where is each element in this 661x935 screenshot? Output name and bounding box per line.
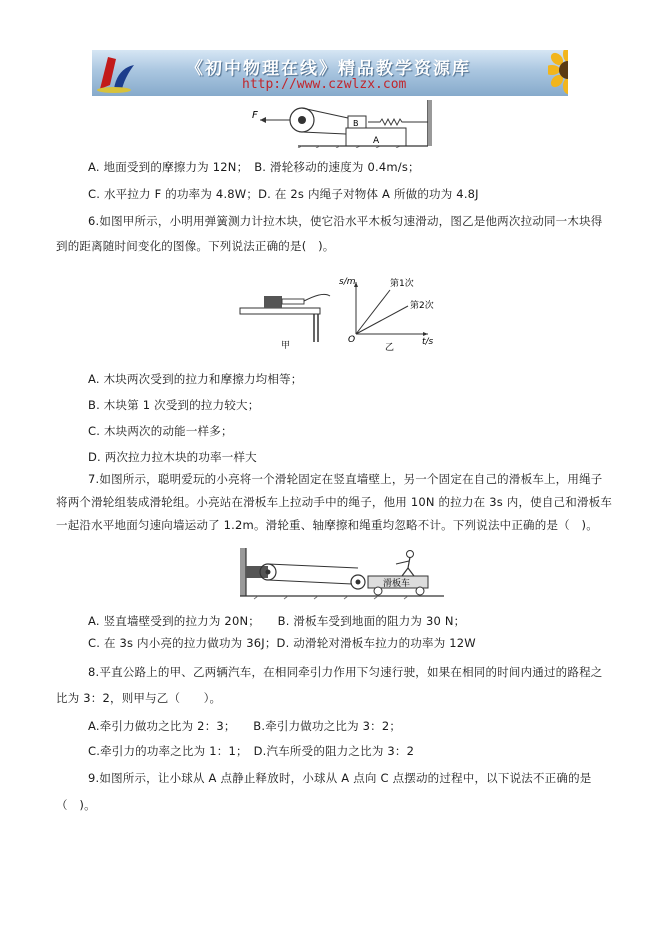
q6-figure xyxy=(238,272,483,352)
label-F: F xyxy=(252,110,258,121)
q7-stem-line3: 一起沿水平地面匀速向墙运动了 1.2m。滑轮重、轴摩擦和绳重均忽略不计。下列说法中正确的是（ )。 xyxy=(56,518,598,532)
fig-label-jia: 甲 xyxy=(281,341,291,351)
q6-option-b: B. 木块第 1 次受到的拉力较大； xyxy=(88,398,260,412)
q8-options-line2: C.牵引力的功率之比为 1：1； D.汽车所受的阻力之比为 3：2 xyxy=(88,744,415,758)
graph-xlabel: t/s xyxy=(422,337,434,347)
q7-figure-label: 滑板车 xyxy=(383,579,411,589)
graph-line1-label: 第1次 xyxy=(390,279,414,289)
graph-ylabel: s/m xyxy=(339,277,356,287)
label-B: B xyxy=(353,119,359,128)
q5-options-line1: A. 地面受到的摩擦力为 12N； B. 滑轮移动的速度为 0.4m/s； xyxy=(88,160,420,174)
q6-option-d: D. 两次拉力拉木块的功率一样大 xyxy=(88,450,257,464)
label-A: A xyxy=(373,136,380,146)
q7-options-line2: C. 在 3s 内小亮的拉力做功为 36J；D. 动滑轮对滑板车拉力的功率为 12W xyxy=(88,636,476,650)
q9-stem-line2: （ )。 xyxy=(56,798,96,812)
q5-options-line2: C. 水平拉力 F 的功率为 4.8W；D. 在 2s 内绳子对物体 A 所做的功为 4.8J xyxy=(88,187,479,201)
q6-option-c: C. 木块两次的动能一样多； xyxy=(88,424,233,438)
sunflower-icon xyxy=(548,50,568,96)
site-logo-icon xyxy=(94,51,138,95)
graph-origin: O xyxy=(348,335,356,345)
fig-label-yi: 乙 xyxy=(385,343,395,352)
q8-options-line1: A.牵引力做功之比为 2：3； B.牵引力做功之比为 3：2； xyxy=(88,719,402,733)
q6-stem-line2: 到的距离随时间变化的图像。下列说法正确的是( )。 xyxy=(56,239,335,253)
q7-skateboard-figure xyxy=(238,546,448,600)
pulley-block-figure xyxy=(250,96,440,148)
q7-stem-line1: 7.如图所示，聪明爱玩的小亮将一个滑轮固定在竖直墙壁上，另一个固定在自己的滑板车上，用绳子 xyxy=(88,472,603,486)
q9-stem-line1: 9.如图所示，让小球从 A 点静止释放时，小球从 A 点向 C 点摆动的过程中，以下说法不正确的是 xyxy=(88,771,592,785)
q8-stem-line1: 8.平直公路上的甲、乙两辆汽车，在相同牵引力作用下匀速行驶，如果在相同的时间内通过的路程之 xyxy=(88,665,603,679)
q6-option-a: A. 木块两次受到的拉力和摩擦力均相等； xyxy=(88,372,303,386)
q7-options-line1: A. 竖直墙壁受到的拉力为 20N； B. 滑板车受到地面的阻力为 30 N； xyxy=(88,614,466,628)
graph-line2-label: 第2次 xyxy=(410,301,434,311)
header-banner xyxy=(92,50,568,96)
q8-stem-line2: 比为 3：2，则甲与乙（ ）。 xyxy=(56,691,222,705)
banner-title: 《初中物理在线》精品教学资源库 xyxy=(186,59,471,79)
q7-stem-line2: 将两个滑轮组装成滑轮组。小亮站在滑板车上拉动手中的绳子，他用 10N 的拉力在 3s 内，使自己和滑板车 xyxy=(56,495,613,509)
banner-url[interactable]: http://www.czwlzx.com xyxy=(242,77,407,92)
q6-stem-line1: 6.如图甲所示，小明用弹簧测力计拉木块，使它沿水平木板匀速滑动，图乙是他两次拉动同一木块得 xyxy=(88,214,603,228)
